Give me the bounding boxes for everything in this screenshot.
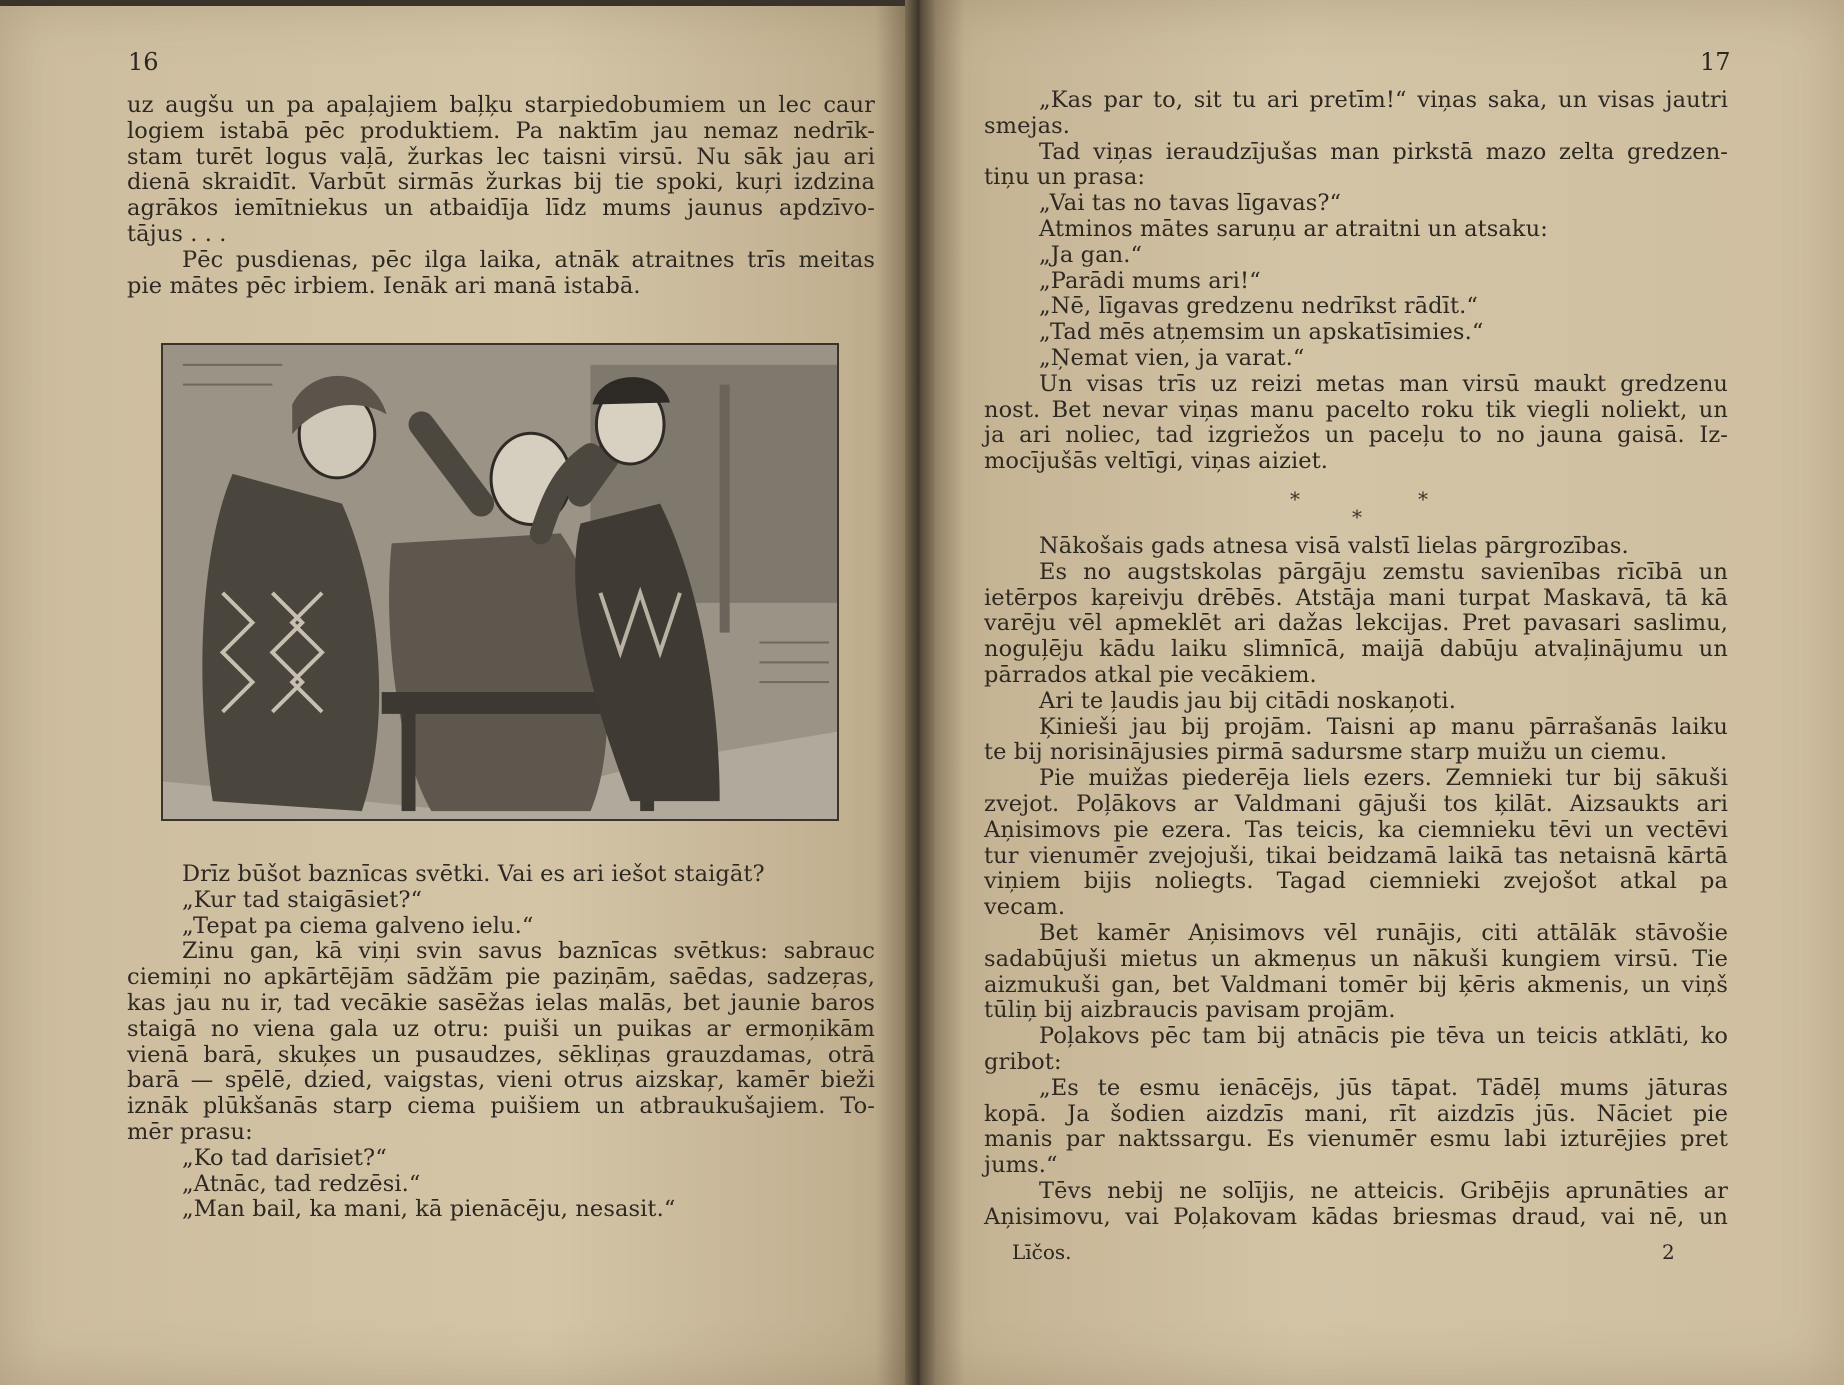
text-line: vienā barā, skuķes un pusaudzes, sēkliņas grauzdamas, otrā — [127, 1041, 875, 1068]
text-line: sadabūjuši mietus un akmeņus un nākuši kungiem virsū. Tie — [984, 945, 1728, 972]
text-line: Aņisimovu, vai Poļakovam kādas briesmas draud, vai nē, un — [984, 1203, 1728, 1230]
text-line: Nākošais gads atnesa visā valstī lielas pārgrozības. — [1039, 533, 1629, 559]
text-line: Es no augstskolas pārgāju zemstu savienības rīcībā un — [1039, 558, 1728, 585]
text-line: nost. Bet nevar viņas manu pacelto roku tik viegli noliekt, un — [984, 396, 1728, 423]
left-bottom-text — [127, 862, 875, 1223]
text-line: „Parādi mums ari!“ — [1039, 267, 1261, 294]
text-line: „Ja gan.“ — [1039, 241, 1143, 268]
text-line: stam turēt logus vaļā, žurkas lec taisni virsū. Nu sāk jau ari — [127, 143, 875, 170]
left-top-text — [127, 93, 875, 299]
text-line: „Kas par to, sit tu ari pretīm!“ viņas saka, un visas jautri — [1039, 87, 1728, 113]
footer-signature-mark: 2 — [1662, 1240, 1675, 1264]
text-line: manis par naktssargu. Es vienumēr esmu labi izturējies pret — [984, 1126, 1728, 1153]
text-line: iznāk plūkšanās starp ciema puišiem un atbraukušajiem. To- — [127, 1093, 875, 1120]
text-line: vecam. — [984, 894, 1066, 921]
text-line: jums.“ — [984, 1152, 1058, 1179]
text-line: „Nē, līgavas gredzenu nedrīkst rādīt.“ — [1039, 293, 1478, 320]
book-gutter — [905, 0, 935, 1385]
text-line: te bij norisinājusies pirmā sadursme starp muižu un ciemu. — [984, 739, 1668, 766]
text-line: staigā no viena gala uz otru: puiši un puikas ar ermoņikām — [127, 1015, 875, 1042]
separator-star: * — [1418, 487, 1428, 511]
text-line: „Vai tas no tavas līgavas?“ — [1039, 190, 1342, 217]
text-line: tūliņ bij aizbraucis pavisam projām. — [984, 997, 1396, 1024]
text-line: agrākos iemītniekus un atbaidīja līdz mums jaunus apdzīvo- — [127, 195, 875, 222]
text-line: viņiem bijis noliegts. Tagad ciemnieki zvejošot atkal pa — [984, 868, 1728, 895]
text-line: Ķinieši jau bij projām. Taisni ap manu pārrašanās laiku — [1039, 713, 1728, 740]
text-line: Atminos mātes saruņu ar atraitni un atsaku: — [1039, 215, 1548, 242]
text-line: pārrados atkal pie vecākiem. — [984, 661, 1317, 688]
text-line: dienā skraidīt. Varbūt sirmās žurkas bij tie spoki, kuŗi izdzina — [127, 169, 875, 196]
text-line: Pie muižas piederēja liels ezers. Zemnieki tur bij sākuši — [1039, 765, 1728, 792]
text-line: pie mātes pēc irbiem. Ienāk ari manā istabā. — [127, 272, 641, 299]
text-line: tiņu un prasa: — [984, 164, 1146, 191]
text-line: kas jau nu ir, tad vecākie sasēžas ielas malās, bet jaunie baros — [127, 989, 875, 1016]
text-line: „Atnāc, tad redzēsi.“ — [182, 1170, 421, 1197]
text-line: Pēc pusdienas, pēc ilga laika, atnāk atraitnes trīs meitas — [182, 246, 875, 273]
text-line: kopā. Ja šodien aizdzīs mani, rīt aizdzīs jūs. Nāciet pie — [984, 1100, 1728, 1127]
text-line: Aņisimovs pie ezera. Tas teicis, ka ciemnieku tēvi un vectēvi — [984, 816, 1728, 843]
top-edge — [0, 0, 905, 6]
text-line: logiem istabā pēc produktiem. Pa naktīm jau nemaz nedrīk- — [127, 117, 875, 144]
separator-star: * — [1352, 505, 1362, 529]
text-line: smejas. — [984, 112, 1070, 139]
left-page-number: 16 — [128, 48, 159, 76]
text-line: gribot: — [984, 1048, 1062, 1075]
text-line: Drīz būšot baznīcas svētki. Vai es ari iešot staigāt? — [182, 861, 765, 887]
text-line: „Es te esmu ienācējs, jūs tāpat. Tādēļ mums jāturas — [1039, 1074, 1728, 1101]
right-top-text — [984, 88, 1728, 475]
text-line: „Man bail, ka mani, kā pienācēju, nesasit.“ — [182, 1196, 676, 1223]
text-line: „Tepat pa ciema galveno ielu.“ — [182, 912, 534, 939]
right-bottom-text — [984, 534, 1728, 1231]
text-line: „Tad mēs atņemsim un apskatīsimies.“ — [1039, 319, 1484, 346]
separator-star: * — [1290, 487, 1300, 511]
illustration-drawing — [163, 345, 837, 819]
text-line: tur vienumēr zvejojuši, tikai beidzamā laikā tas netaisnā kārtā — [984, 842, 1728, 869]
illustration-girls-and-boy — [161, 343, 839, 821]
text-line: ietērpos kaŗeivju drēbēs. Atstāja mani turpat Maskavā, tā kā — [984, 584, 1728, 611]
text-line: aizmukuši gan, bet Valdmani tomēr bij ķēris akmenis, un viņš — [984, 971, 1728, 998]
text-line: noguļēju kādu laiku slimnīcā, maijā dabūju atvaļinājumu un — [984, 636, 1728, 663]
right-page-number: 17 — [1700, 48, 1731, 76]
text-line: barā — spēlē, dzied, vaigstas, vieni otrus aizskaŗ, kamēr bieži — [127, 1067, 875, 1094]
text-line: zvejot. Poļākovs ar Valdmani gājuši tos ķilāt. Aizsaukts ari — [984, 790, 1728, 817]
text-line: Ari te ļaudis jau bij citādi noskaņoti. — [1039, 687, 1456, 714]
text-line: Un visas trīs uz reizi metas man virsū maukt gredzenu — [1039, 370, 1728, 397]
text-line: Tēvs nebij ne solījis, ne atteicis. Gribējis aprunāties ar — [1039, 1177, 1728, 1204]
text-line: „Ko tad darīsiet?“ — [182, 1144, 387, 1171]
text-line: tājus . . . — [127, 220, 227, 247]
text-line: ciemiņi no apkārtējām sādžām pie paziņām, saēdas, sadzeŗas, — [127, 964, 875, 991]
text-line: „Kur tad staigāsiet?“ — [182, 886, 423, 913]
text-line: mocījušās veltīgi, viņas aiziet. — [984, 448, 1329, 475]
text-line: Bet kamēr Aņisimovs vēl runājis, citi attālāk stāvošie — [1039, 919, 1728, 946]
text-line: varēju vēl apmeklēt ari dažas lekcijas. Pret pavasari saslimu, — [984, 610, 1728, 637]
footer-title: Līčos. — [1012, 1240, 1072, 1264]
text-line: Zinu gan, kā viņi svin savus baznīcas svētkus: sabrauc — [182, 938, 875, 965]
text-line: Poļakovs pēc tam bij atnācis pie tēva un teicis atklāti, ko — [1039, 1023, 1728, 1050]
text-line: ja ari noliec, tad izgriežos un paceļu to no jauna gaisā. Iz- — [984, 422, 1728, 449]
text-line: mēr prasu: — [127, 1118, 253, 1145]
text-line: uz augšu un pa apaļajiem baļķu starpiedobumiem un lec caur — [127, 92, 875, 118]
text-line: „Ņemat vien, ja varat.“ — [1039, 344, 1305, 371]
text-line: Tad viņas ieraudzījušas man pirkstā mazo zelta gredzen- — [1039, 138, 1728, 165]
